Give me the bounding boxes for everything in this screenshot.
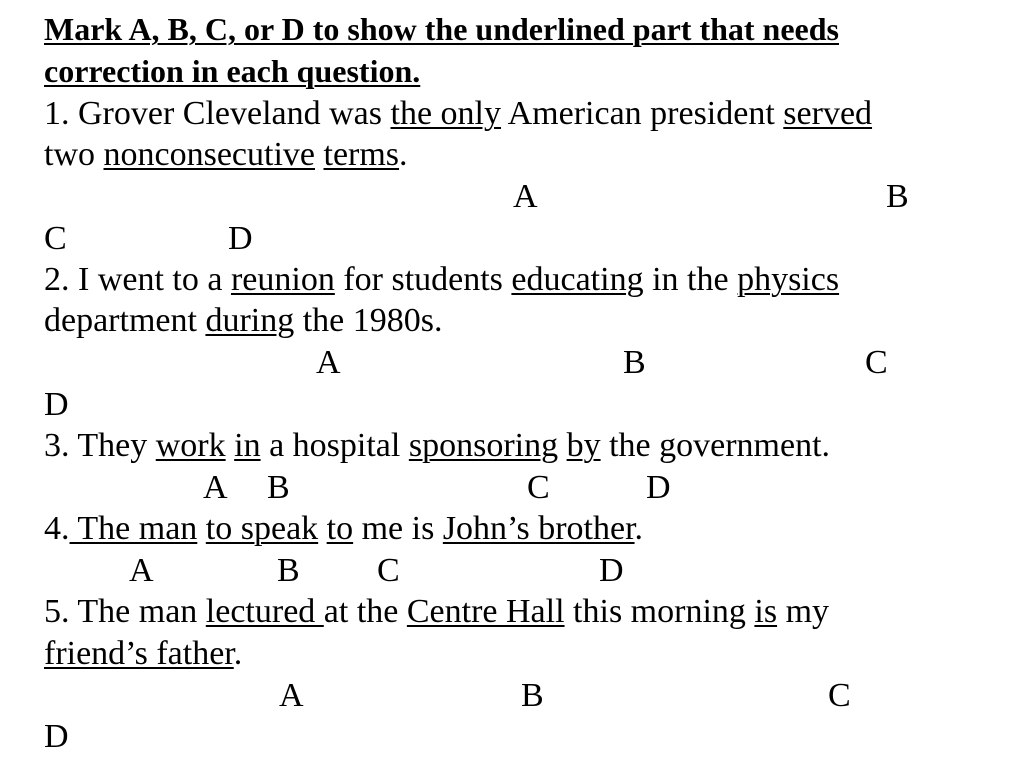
q5-option-b-text: Centre Hall (406, 593, 565, 630)
q3-option-d-text: by (566, 427, 601, 464)
q4-option-b-text: to speak (205, 510, 319, 547)
q2-option-a-text: reunion (230, 261, 335, 298)
q2-option-d-text: during (205, 302, 295, 339)
q4-option-c-text: to (326, 510, 354, 547)
q3-label-d: D (646, 469, 671, 506)
q4-option-d-text: John’s brother (442, 510, 635, 547)
q3-option-a-text: work (155, 427, 226, 464)
q3-label-c: C (527, 469, 550, 506)
question-5-line-1: 5. The man lectured at the Centre Hall this morning is my (44, 593, 830, 630)
q3-option-c-text: sponsoring (408, 427, 559, 464)
q4-label-a: A (129, 552, 154, 589)
q1-option-a-text: the only (390, 95, 501, 132)
question-3-line-1: 3. They work in a hospital sponsoring by the government. (44, 427, 831, 464)
q2-label-c: C (865, 344, 888, 381)
q5-label-b: B (521, 677, 544, 714)
question-5-line-2: friend’s father. (44, 635, 243, 672)
q3-option-b-text: in (234, 427, 261, 464)
q5-option-d-text: friend’s father (44, 635, 234, 672)
question-1-line-2: two nonconsecutive terms. (44, 136, 408, 173)
q2-label-a: A (316, 344, 341, 381)
q1-label-c: C (44, 220, 67, 257)
question-2-line-2: department during the 1980s. (44, 302, 443, 339)
q4-label-d: D (599, 552, 624, 589)
q2-label-d: D (44, 386, 69, 423)
instructions-line-1: Mark A, B, C, or D to show the underlined part that needs (44, 11, 839, 47)
question-1-line-1: 1. Grover Cleveland was the only American president served (44, 95, 873, 132)
q1-label-b: B (886, 178, 909, 215)
q1-label-d: D (228, 220, 253, 257)
q1-option-d-text: terms (323, 136, 400, 173)
q1-label-a: A (513, 178, 538, 215)
instructions-line-2: correction in each question. (44, 53, 421, 89)
question-2-line-1: 2. I went to a reunion for students educating in the physics (44, 261, 840, 298)
q2-option-b-text: educating (511, 261, 644, 298)
q1-option-b-text: served (783, 95, 873, 132)
q5-option-a-text: lectured (205, 593, 324, 630)
q5-option-c-text: is (754, 593, 778, 630)
instructions-heading (44, 8, 994, 92)
q4-label-c: C (377, 552, 400, 589)
q2-label-b: B (623, 344, 646, 381)
q5-label-d: D (44, 718, 69, 755)
q3-label-b: B (267, 469, 290, 506)
q4-option-a-text: The man (69, 510, 198, 547)
q3-label-a: A (203, 469, 228, 506)
q2-option-c-text: physics (737, 261, 840, 298)
q4-label-b: B (277, 552, 300, 589)
question-4-line-1: 4. The man to speak to me is John’s brother. (44, 510, 644, 547)
q5-label-c: C (828, 677, 851, 714)
q1-option-c-text: nonconsecutive (103, 136, 315, 173)
q5-label-a: A (279, 677, 304, 714)
